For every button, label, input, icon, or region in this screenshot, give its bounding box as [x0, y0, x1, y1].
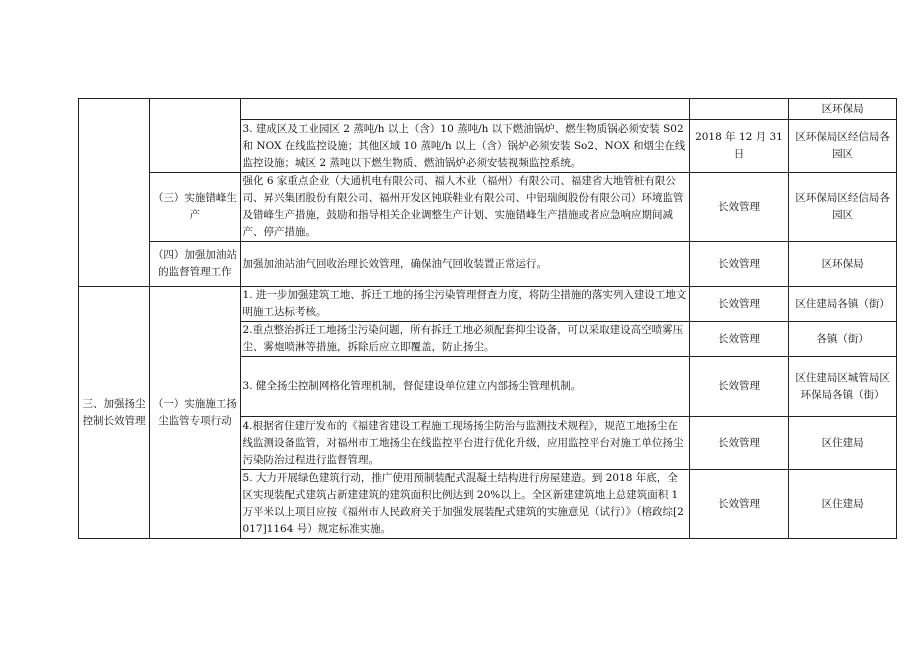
- content-cell: 4.根据省住建厅发布的《福建省建设工程施工现场扬尘防治与监测技术规程》，规范工地扬尘在线监测设备监管，对福州市工地扬尘在线监控平台进行优化升级，应用监控平台对施工单位扬尘污染防治过程进行监督管理。: [240, 417, 689, 470]
- time-cell: 2018 年 12 月 31 日: [689, 120, 789, 173]
- content-cell: 3. 健全扬尘控制网格化管理机制，督促建设单位建立内部扬尘管理机制。: [240, 357, 689, 417]
- category-cell: [79, 99, 150, 287]
- time-cell: 长效管理: [689, 357, 789, 417]
- dept-cell: 区住建局各镇（街）: [789, 287, 897, 322]
- dept-cell: 区住建局: [789, 417, 897, 470]
- content-cell: 强化 6 家重点企业（大通机电有限公司、福人木业（福州）有限公司、福建省大地管桩有限公司、昇兴集团股份有限公司、福州开发区钝联鞋业有限公司、中铝瑞闽股份有限公司）环境监管及错峰生产措施，鼓励和指导相关企业调整生产计划、实施错峰生产措施或者应急响应期间减产、停产措施。: [240, 173, 689, 242]
- time-cell: 长效管理: [689, 417, 789, 470]
- content-cell: 2.重点整治拆迁工地扬尘污染问题，所有拆迁工地必须配套抑尘设备，可以采取建设高空喷雾压尘、雾炮喷淋等措施，拆除后应立即覆盖，防止扬尘。: [240, 322, 689, 357]
- subcategory-cell: [150, 99, 240, 173]
- table-row: [79, 287, 897, 322]
- table-row: [79, 173, 897, 242]
- time-cell: 长效管理: [689, 287, 789, 322]
- table-row: [79, 99, 897, 120]
- dept-cell: 区环保局: [789, 242, 897, 287]
- subcategory-cell: （四）加强加油站的监督管理工作: [150, 242, 240, 287]
- content-cell: [240, 99, 689, 120]
- table-row: [79, 242, 897, 287]
- time-cell: 长效管理: [689, 322, 789, 357]
- content-cell: 5. 大力开展绿色建筑行动，推广使用预制装配式混凝土结构进行房屋建造。到 2018 年底，全区实现装配式建筑占新建建筑的建筑面积比例达到 20%以上。全区新建建筑地上总建筑面积 1 万平米以上项目应按《福州市人民政府关于加强发展装配式建筑的实施意见（试行）》（榕政综[2017]1164 号）规定标准实施。: [240, 470, 689, 539]
- subcategory-cell: （一）实施施工扬尘监管专项行动: [150, 287, 240, 539]
- content-cell: 3. 建成区及工业园区 2 蒸吨/h 以上（含）10 蒸吨/h 以下燃油锅炉、燃生物质锅必须安装 S02 和 NOX 在线监控设施；其他区域 10 蒸吨/h 以上（含）锅炉必须安装 So2、NOX 和烟尘在线监控设施；城区 2 蒸吨以下燃生物质、燃油锅炉必须安装视频监控系统。: [240, 120, 689, 173]
- task-table: [78, 98, 897, 539]
- dept-cell: 区住建局区城管局区环保局各镇（街）: [789, 357, 897, 417]
- time-cell: 长效管理: [689, 242, 789, 287]
- dept-cell: 区环保局区经信局各园区: [789, 173, 897, 242]
- dept-cell: 区住建局: [789, 470, 897, 539]
- subcategory-cell: （三）实施错峰生产: [150, 173, 240, 242]
- category-cell: 三、加强扬尘控制长效管理: [79, 287, 150, 539]
- time-cell: 长效管理: [689, 173, 789, 242]
- dept-cell: 各镇（街）: [789, 322, 897, 357]
- dept-cell: 区环保局: [789, 99, 897, 120]
- dept-cell: 区环保局区经信局各园区: [789, 120, 897, 173]
- content-cell: 加强加油站油气回收治理长效管理，确保油气回收装置正常运行。: [240, 242, 689, 287]
- time-cell: [689, 99, 789, 120]
- time-cell: 长效管理: [689, 470, 789, 539]
- content-cell: 1. 进一步加强建筑工地、拆迁工地的扬尘污染管理督查力度，将防尘措施的落实列入建设工地文明施工达标考核。: [240, 287, 689, 322]
